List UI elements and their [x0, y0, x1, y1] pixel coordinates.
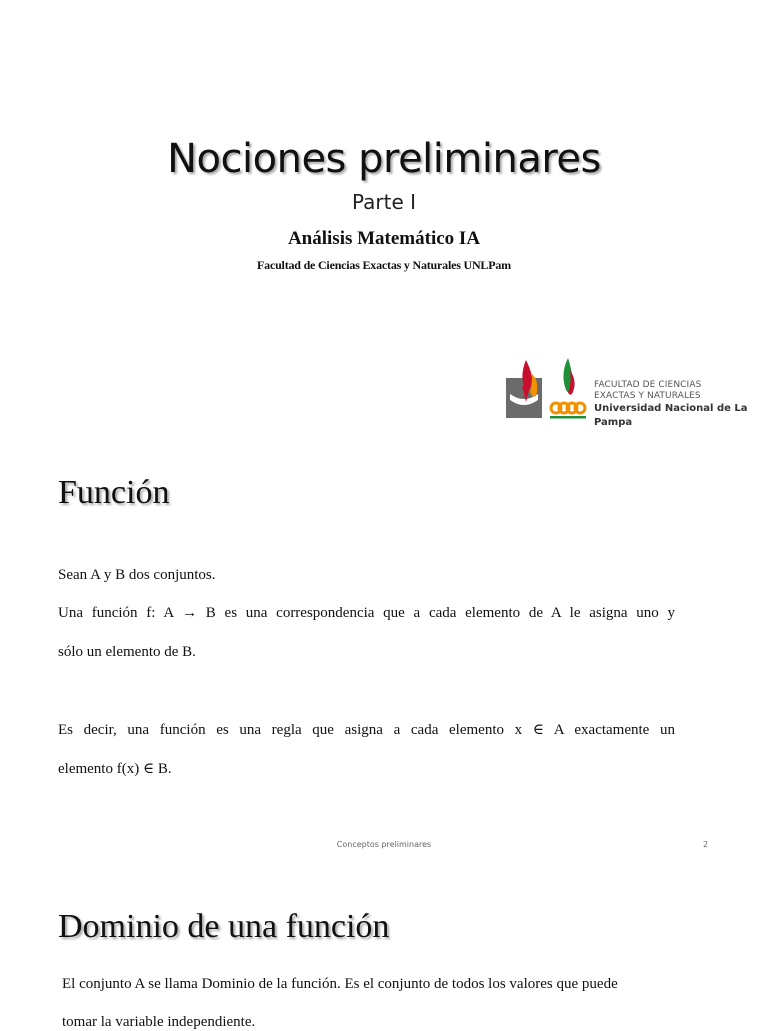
slide-footer-text: Conceptos preliminares: [336, 840, 432, 849]
section-heading-funcion: Función: [58, 474, 170, 511]
paragraph-rule-line2: elemento f(x) ∈ B.: [58, 761, 172, 777]
logo-emblem-icon: [506, 356, 590, 424]
paragraph-domain-line1: El conjunto A se llama Dominio de la función. Es el conjunto de todos los valores que puede: [62, 976, 618, 992]
course-name: Análisis Matemático IA: [287, 228, 481, 249]
slide-page-number: 2: [703, 840, 709, 849]
paragraph-rule-line1: Es decir, una función es una regla que asigna a cada elemento x ∈ A exactamente un: [58, 722, 675, 738]
logo-line-university: Universidad Nacional de La Pampa: [594, 403, 748, 428]
logo-line-sciences: EXACTAS Y NATURALES: [594, 391, 701, 401]
paragraph-definition-line1: Una función f: A → B es una correspondencia que a cada elemento de A le asigna uno y: [58, 605, 675, 621]
slide-subtitle: Parte I: [351, 190, 417, 214]
section-heading-dominio: Dominio de una función: [58, 908, 390, 945]
slide-title: Nociones preliminares: [167, 136, 601, 182]
paragraph-domain-line2: tomar la variable independiente.: [62, 1014, 256, 1030]
university-logo: [506, 356, 768, 428]
faculty-name: Facultad de Ciencias Exactas y Naturales UNLPam: [257, 258, 511, 272]
paragraph-definition-line2: sólo un elemento de B.: [58, 644, 196, 660]
logo-line-faculty: FACULTAD DE CIENCIAS: [594, 380, 702, 390]
paragraph-sets: Sean A y B dos conjuntos.: [58, 567, 216, 583]
